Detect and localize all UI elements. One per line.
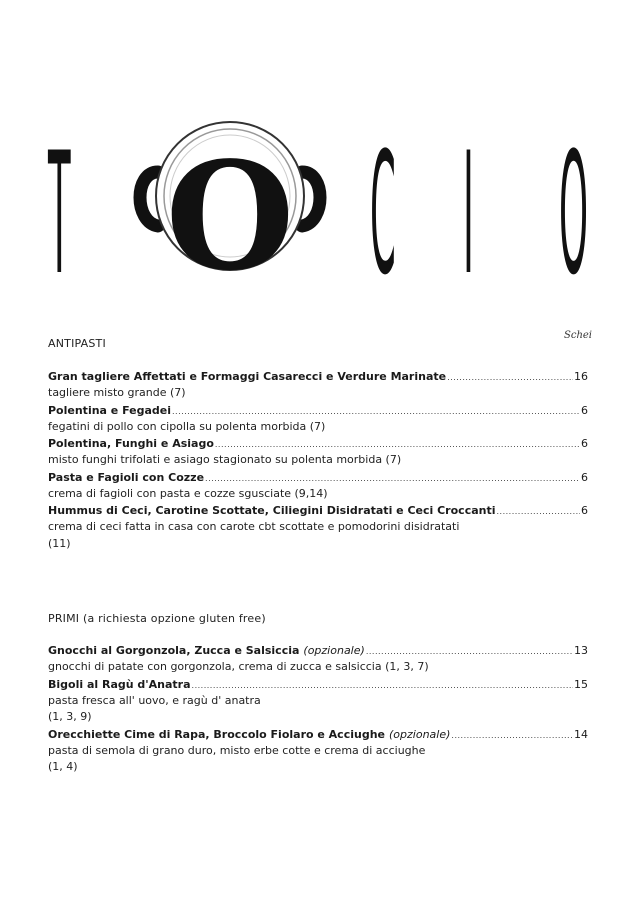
primi-list [48,642,588,776]
dot-leader [205,470,580,487]
item-price: 6 [581,403,588,417]
item-allergens: (11) [48,536,71,550]
antipasti-heading: ANTIPASTI [48,337,106,350]
restaurant-logo [0,110,640,312]
menu-item [48,368,588,402]
dot-leader [447,369,573,386]
dot-leader [366,643,573,660]
dot-leader [215,436,580,453]
dot-leader [497,503,581,520]
item-description: misto funghi trifolati e asiago stagionato su polenta morbida (7) [48,453,402,466]
item-description: fegatini di pollo con cipolla su polenta morbida (7) [48,419,326,433]
antipasti-list [48,368,588,552]
currency-note: Schei [564,330,593,341]
dot-leader [192,677,573,694]
item-option: (opzionale) [389,727,451,741]
item-price: 6 [581,437,588,450]
item-price: 6 [581,470,588,484]
menu-item [48,676,588,726]
item-price: 13 [574,644,588,657]
item-name: Gnocchi al Gorgonzola, Zucca e Salsiccia [48,644,300,657]
item-price: 14 [574,727,588,741]
logo-letter-o2: O [559,116,589,312]
item-description: gnocchi di patate con gorgonzola, crema di zucca e salsiccia (1, 3, 7) [48,660,429,673]
item-price: 15 [574,677,588,691]
menu-item [48,435,588,469]
menu-item [48,642,588,676]
dot-leader [451,727,573,744]
item-name: Pasta e Fagioli con Cozze [48,470,205,484]
menu-item [48,469,588,503]
item-name: Orecchiette Cime di Rapa, Broccolo Fiolaro e Acciughe [48,727,385,741]
item-name: Polentina e Fegadei [48,403,172,417]
logo-letter-i: I [463,116,474,312]
primi-heading: PRIMI (a richiesta opzione gluten free) [48,612,266,625]
menu-item [48,726,588,776]
item-name: Gran tagliere Affettati e Formaggi Casarecci e Verdure Marinate [48,370,447,383]
item-description: tagliere misto grande (7) [48,386,186,399]
logo-letter-t: T [48,116,71,312]
item-name: Polentina, Funghi e Asiago [48,437,214,450]
logo-letter-c: C [370,116,396,312]
item-description: crema di fagioli con pasta e cozze sgusciate (9,14) [48,486,328,500]
item-price: 6 [581,504,588,517]
item-price: 16 [574,370,588,383]
dot-leader [172,403,580,420]
menu-item [48,502,588,552]
item-name: Bigoli al Ragù d'Anatra [48,677,191,691]
item-option: (opzionale) [303,644,365,657]
item-name: Hummus di Ceci, Carotine Scottate, Ciliegini Disidratati e Ceci Croccanti [48,504,496,517]
item-description: pasta di semola di grano duro, misto erbe cotte e crema di acciughe [48,743,426,757]
logo-letter-o: O [165,129,295,303]
item-allergens: (1, 4) [48,760,78,773]
item-allergens: (1, 3, 9) [48,710,92,723]
item-description: crema di ceci fatta in casa con carote cbt scottate e pomodorini disidratati [48,520,460,533]
menu-item [48,402,588,436]
item-description: pasta fresca all' uovo, e ragù d' anatra [48,693,261,707]
